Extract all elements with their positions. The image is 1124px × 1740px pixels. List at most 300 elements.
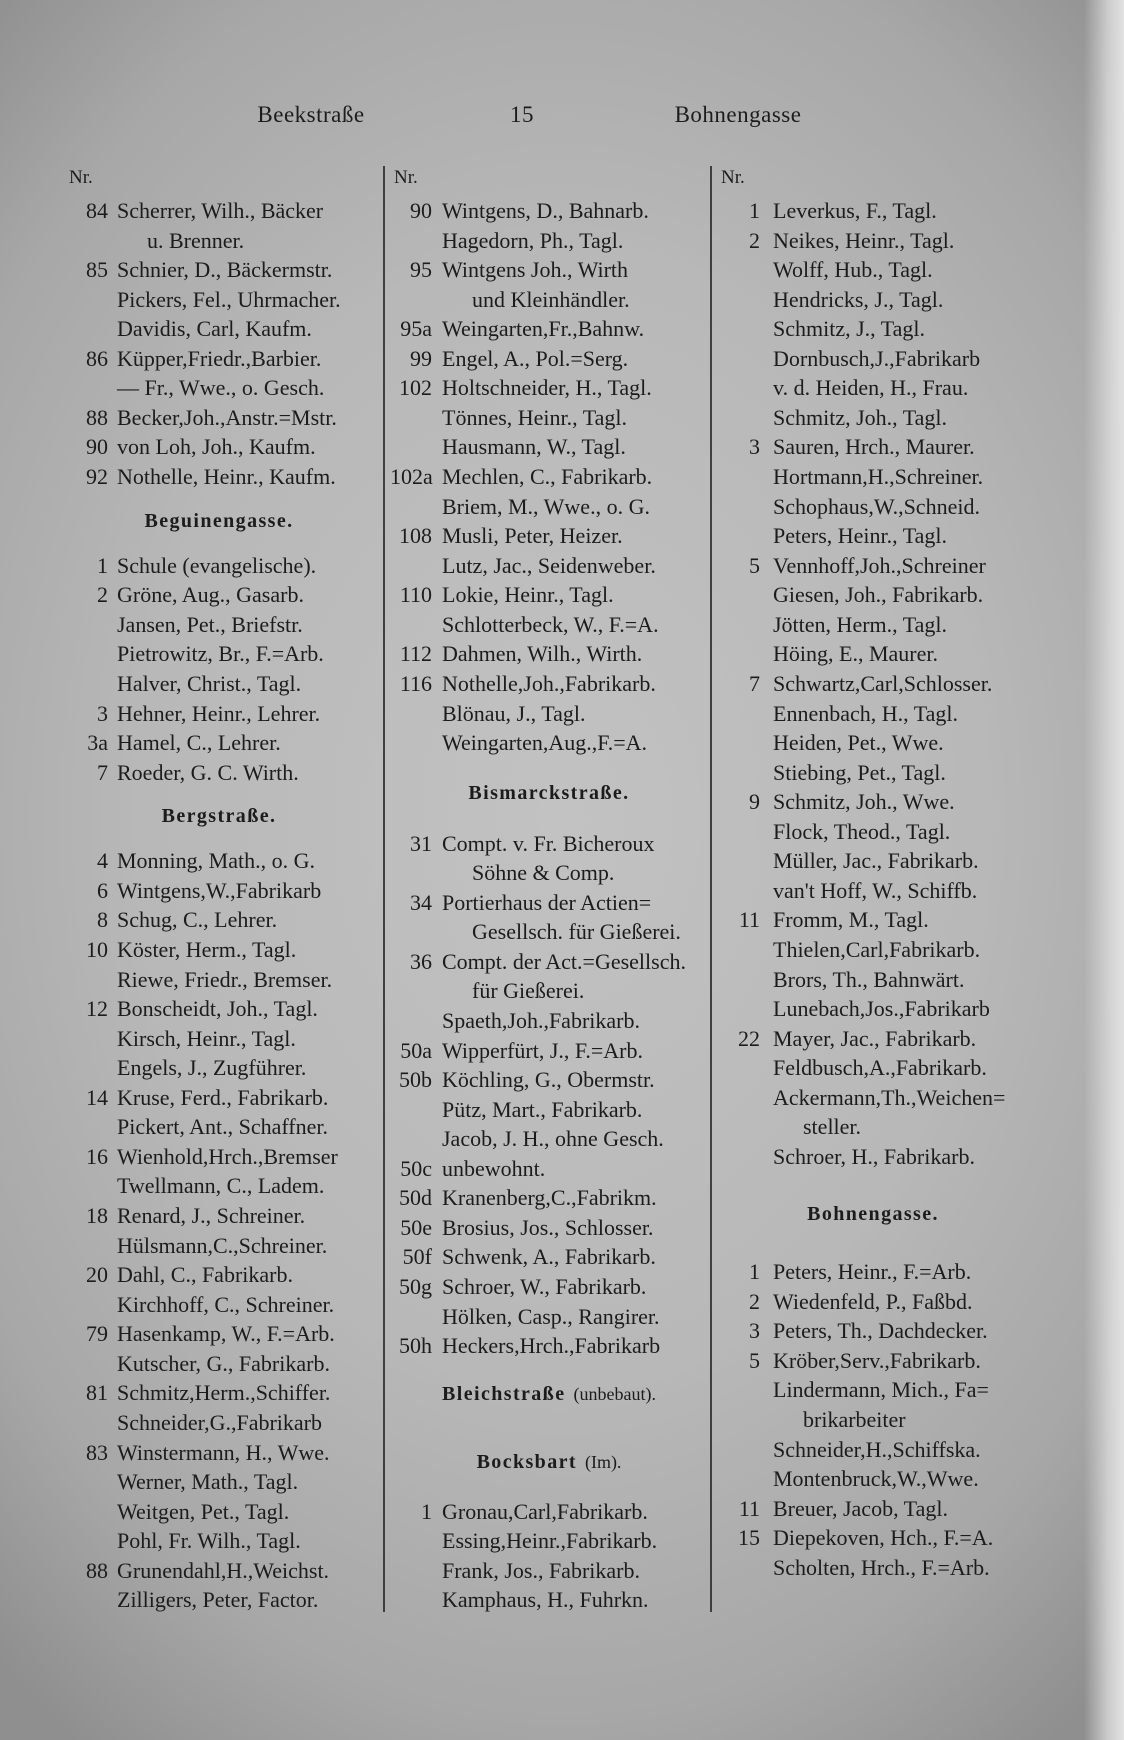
resident-entry: Compt. der Act.=Gesellsch. [442,948,686,974]
resident-entry: Höing, E., Maurer. [773,641,938,667]
directory-line [60,728,378,758]
directory-line [60,1408,378,1438]
resident-entry: Wintgens, D., Bahnarb. [442,198,649,223]
resident-entry: Montenbruck,W.,Wwe. [773,1466,979,1492]
directory-line [390,403,708,433]
resident-entry-continuation: und Kleinhändler. [472,286,630,312]
house-number: 11 [738,907,760,933]
resident-entry: Schneider,G.,Fabrikarb [117,1409,323,1435]
resident-entry: Kranenberg,C.,Fabrikm. [442,1185,657,1211]
house-number: 16 [86,1143,108,1169]
house-number: 31 [410,830,432,856]
directory-line [716,314,1030,344]
directory-line [716,344,1030,374]
resident-entry: Schneider,H.,Schiffska. [773,1436,981,1462]
resident-entry: Riewe, Friedr., Bremser. [117,966,333,992]
directory-line [60,196,378,226]
house-number: 50f [402,1244,432,1270]
running-head-right: Bohnengasse [674,102,802,127]
resident-entry-continuation: Söhne & Comp. [472,860,615,886]
resident-entry: Pietrowitz, Br., F.=Arb. [117,641,324,667]
house-number: 12 [86,996,108,1022]
directory-line [60,1171,378,1201]
resident-entry: Sauren, Hrch., Maurer. [773,434,975,460]
house-number: 3 [749,434,760,460]
resident-entry: Pohl, Fr. Wilh., Tagl. [117,1528,301,1554]
directory-line [60,1112,378,1142]
column-divider-1 [383,166,385,1612]
directory-line [390,1526,708,1556]
house-number: 112 [399,641,432,667]
directory-line [390,285,708,315]
resident-entry: Schule (evangelische). [117,552,317,578]
directory-line [716,817,1030,847]
street-heading-block [390,1429,708,1497]
directory-line [60,1319,378,1349]
resident-entry: Tönnes, Heinr., Tagl. [442,404,628,430]
directory-line [716,994,1030,1024]
resident-entry: Werner, Math., Tagl. [117,1469,299,1495]
directory-line [390,699,708,729]
resident-entry: Musli, Peter, Heizer. [442,523,623,549]
directory-line [390,669,708,699]
resident-entry: Halver, Christ., Tagl. [117,670,302,696]
resident-entry: Weingarten,Aug.,F.=A. [442,730,648,756]
house-number: 7 [97,759,108,785]
resident-entry: Ennenbach, H., Tagl. [773,700,959,726]
resident-entry: Wienhold,Hrch.,Bremser [117,1143,338,1169]
resident-entry: Wolff, Hub., Tagl. [773,257,933,283]
house-number: 2 [97,582,108,608]
directory-line [60,462,378,492]
house-number: 88 [86,1557,108,1583]
directory-line [390,1585,708,1615]
resident-entry: Brosius, Jos., Schlosser. [442,1214,654,1240]
directory-line [716,728,1030,758]
resident-entry: Winstermann, H., Wwe. [117,1439,330,1465]
resident-entry: Schophaus,W.,Schneid. [773,493,980,519]
directory-line [716,1316,1030,1346]
house-number: 95a [400,316,432,342]
house-number: 92 [86,464,108,490]
directory-line [716,935,1030,965]
resident-entry: Jansen, Pet., Briefstr. [117,611,303,637]
directory-line [716,373,1030,403]
house-number: 50a [400,1037,432,1063]
resident-entry-continuation: steller. [803,1114,862,1140]
street-heading-note: (unbebaut). [573,1384,656,1405]
directory-line [716,1494,1030,1524]
house-number: 20 [86,1262,108,1288]
street-heading: Bohnengasse. [807,1202,939,1225]
house-number: 86 [86,345,108,371]
house-number: 1 [749,1259,760,1285]
resident-entry: Hamel, C., Lehrer. [117,730,281,756]
resident-entry: Heckers,Hrch.,Fabrikarb [442,1333,661,1359]
house-number: 81 [86,1380,108,1406]
directory-line [60,994,378,1024]
directory-line [60,639,378,669]
directory-line [716,1464,1030,1494]
house-number: 9 [749,789,760,815]
directory-line [716,521,1030,551]
resident-entry: Heiden, Pet., Wwe. [773,730,944,756]
house-number: 99 [410,345,432,371]
resident-entry: Köchling, G., Obermstr. [442,1067,655,1093]
resident-entry: Nothelle,Joh.,Fabrikarb. [442,670,656,696]
house-number: 5 [749,552,760,578]
house-number: 5 [749,1347,760,1373]
resident-entry: Essing,Heinr.,Fabrikarb. [442,1528,658,1554]
directory-line [390,1154,708,1184]
directory-line [390,255,708,285]
running-head-left: Beekstraße [257,102,365,127]
resident-entry: Becker,Joh.,Anstr.=Mstr. [117,404,337,430]
house-number: 1 [97,552,108,578]
directory-line [60,1231,378,1261]
resident-entry: Vennhoff,Joh.,Schreiner [773,552,986,578]
directory-line [60,1438,378,1468]
house-number: 18 [86,1203,108,1229]
resident-entry: Schug, C., Lehrer. [117,907,278,933]
directory-line [60,1467,378,1497]
directory-line [390,888,708,918]
house-number: 2 [749,227,760,253]
directory-line [390,1095,708,1125]
directory-line [716,1024,1030,1054]
house-number: 108 [399,523,432,549]
street-heading-block [60,492,378,551]
directory-line [716,462,1030,492]
street-heading-note: (Im). [584,1452,622,1473]
street-heading-block [60,787,378,846]
resident-entry: Thielen,Carl,Fabrikarb. [773,937,981,962]
resident-entry: Schmitz,Herm.,Schiffer. [117,1380,331,1406]
resident-entry: v. d. Heiden, H., Frau. [773,375,969,401]
house-number: 90 [410,198,432,223]
directory-line [60,373,378,403]
resident-entry: Hagedorn, Ph., Tagl. [442,227,624,253]
directory-line [390,610,708,640]
directory-line [390,1124,708,1154]
resident-entry: Lunebach,Jos.,Fabrikarb [773,996,990,1022]
resident-entry: Leverkus, F., Tagl. [773,198,937,223]
directory-line [60,551,378,581]
resident-entry: Portierhaus der Actien= [442,889,652,915]
house-number: 110 [399,582,432,608]
resident-entry: Wiedenfeld, P., Faßbd. [773,1288,973,1314]
resident-entry: Lindermann, Mich., Fa= [773,1377,989,1403]
resident-entry: Schwenk, A., Fabrikarb. [442,1244,656,1270]
resident-entry: Schroer, H., Fabrikarb. [773,1143,975,1169]
directory-line [716,905,1030,935]
directory-line [716,285,1030,315]
directory-line [390,1242,708,1272]
directory-line [390,314,708,344]
resident-entry-continuation: Gesellsch. für Gießerei. [472,919,681,945]
resident-entry: Flock, Theod., Tagl. [773,818,951,844]
resident-entry: Engels, J., Zugführer. [117,1055,307,1081]
house-number: 36 [410,948,432,974]
directory-line [60,846,378,876]
house-number: 2 [749,1288,760,1314]
resident-entry: Weitgen, Pet., Tagl. [117,1498,290,1524]
house-number: 50b [399,1067,432,1093]
resident-entry: Hendricks, J., Tagl. [773,286,944,312]
house-number: 22 [738,1025,760,1051]
resident-entry: — Fr., Wwe., o. Gesch. [117,375,325,401]
resident-entry: Schnier, D., Bäckermstr. [117,257,333,283]
number-column-label: Nr. [394,167,418,188]
directory-line [716,1553,1030,1583]
directory-line [390,1302,708,1332]
resident-entry: von Loh, Joh., Kaufm. [117,434,316,460]
directory-line [390,1556,708,1586]
house-number: 50h [399,1333,432,1359]
street-heading-block [390,1361,708,1429]
resident-entry: Mayer, Jac., Fabrikarb. [773,1025,977,1051]
house-number: 34 [410,889,432,915]
resident-entry: Dahl, C., Fabrikarb. [117,1262,293,1288]
directory-line [390,1272,708,1302]
house-number: 50g [399,1273,432,1299]
directory-line [390,373,708,403]
directory-line [716,580,1030,610]
resident-entry: Engel, A., Pol.=Serg. [442,345,629,371]
resident-entry: unbewohnt. [442,1155,546,1181]
resident-entry: Peters, Th., Dachdecker. [773,1318,988,1344]
house-number: 4 [97,848,108,874]
directory-line [716,1142,1030,1172]
house-number: 10 [86,937,108,962]
street-heading: Beguinengasse. [144,509,294,532]
directory-line [60,1142,378,1172]
directory-line [60,314,378,344]
directory-line [60,1556,378,1586]
house-number: 1 [749,198,760,223]
directory-line [716,1287,1030,1317]
resident-entry: Peters, Heinr., Tagl. [773,523,948,549]
directory-line [60,285,378,315]
resident-entry: Kutscher, G., Fabrikarb. [117,1350,330,1376]
directory-line [716,669,1030,699]
house-number: 83 [86,1439,108,1465]
directory-line [390,521,708,551]
directory-line [390,829,708,859]
resident-entry: Wipperfürt, J., F.=Arb. [442,1037,644,1063]
resident-entry: Kruse, Ferd., Fabrikarb. [117,1084,329,1110]
directory-line [390,639,708,669]
resident-entry: Hausmann, W., Tagl. [442,434,626,460]
directory-line [716,1346,1030,1376]
house-number: 85 [86,257,108,283]
house-number: 102a [390,464,433,490]
house-number: 3 [97,700,108,726]
directory-line [716,639,1030,669]
directory-line [390,196,708,226]
resident-entry: Gröne, Aug., Gasarb. [117,582,304,608]
directory-line [716,610,1030,640]
house-number: 1 [421,1498,432,1524]
directory-line [716,1257,1030,1287]
directory-line [60,1053,378,1083]
resident-entry: Kröber,Serv.,Fabrikarb. [773,1347,981,1373]
house-number: 116 [399,670,432,696]
resident-entry-continuation: u. Brenner. [147,227,245,253]
directory-line [390,1036,708,1066]
directory-line [716,196,1030,226]
page-edge [1084,0,1124,1740]
directory-line [60,669,378,699]
house-number: 6 [97,877,108,903]
house-number: 8 [97,907,108,933]
directory-line [60,699,378,729]
resident-entry: Schwartz,Carl,Schlosser. [773,670,993,696]
resident-entry: Grunendahl,H.,Weichst. [117,1557,330,1583]
resident-entry: Nothelle, Heinr., Kaufm. [117,464,336,490]
resident-entry: Hülsmann,C.,Schreiner. [117,1232,328,1258]
resident-entry: Hortmann,H.,Schreiner. [773,464,984,490]
resident-entry: Jacob, J. H., ohne Gesch. [442,1126,664,1152]
resident-entry: Wintgens,W.,Fabrikarb [117,877,322,903]
resident-entry: Compt. v. Fr. Bicheroux [442,830,655,856]
house-number: 7 [749,670,760,696]
directory-line [60,580,378,610]
resident-entry: Twellmann, C., Ladem. [117,1173,325,1199]
resident-entry: Schlotterbeck, W., F.=A. [442,611,659,637]
page-number: 15 [510,102,534,127]
resident-entry: Brors, Th., Bahnwärt. [773,966,965,992]
street-heading: Bocksbart [476,1451,577,1474]
directory-line [60,255,378,285]
resident-entry: Schroer, W., Fabrikarb. [442,1273,647,1299]
number-column-label: Nr. [721,167,745,188]
resident-entry: Briem, M., Wwe., o. G. [442,493,650,519]
resident-entry: Jötten, Herm., Tagl. [773,611,948,637]
directory-line [390,432,708,462]
directory-line [60,1024,378,1054]
directory-line [716,1112,1030,1142]
resident-entry: Kirchhoff, C., Schreiner. [117,1291,335,1317]
resident-entry: Hehner, Heinr., Lehrer. [117,700,321,726]
street-heading: Bleichstraße [442,1383,566,1406]
resident-entry: Dahmen, Wilh., Wirth. [442,641,643,667]
resident-entry: Feldbusch,A.,Fabrikarb. [773,1055,987,1081]
resident-entry: Hölken, Casp., Rangirer. [442,1303,660,1329]
resident-entry: Pütz, Mart., Fabrikarb. [442,1096,643,1122]
directory-line [716,1435,1030,1465]
resident-entry: Schmitz, Joh., Tagl. [773,404,948,430]
directory-line [60,1497,378,1527]
directory-line [390,917,708,947]
resident-entry: Scherrer, Wilh., Bäcker [117,198,324,223]
resident-entry: Köster, Herm., Tagl. [117,937,297,962]
directory-line [60,1290,378,1320]
resident-entry: Fromm, M., Tagl. [773,907,929,933]
directory-line [60,1260,378,1290]
directory-line [716,551,1030,581]
resident-entry: Küpper,Friedr.,Barbier. [117,345,322,371]
resident-entry: Monning, Math., o. G. [117,848,315,874]
directory-line [390,1006,708,1036]
directory-line [390,551,708,581]
directory-line [60,226,378,256]
resident-entry: Bonscheidt, Joh., Tagl. [117,996,318,1022]
resident-entry: Schmitz, J., Tagl. [773,316,926,342]
resident-entry: Dornbusch,J.,Fabrikarb [773,345,981,371]
column-2 [390,0,708,1740]
directory-line [390,947,708,977]
resident-entry: Pickers, Fel., Uhrmacher. [117,286,341,312]
directory-line [390,462,708,492]
resident-entry: Kirsch, Heinr., Tagl. [117,1025,296,1051]
resident-entry: Zilligers, Peter, Factor. [117,1587,319,1613]
house-number: 3 [749,1318,760,1344]
directory-line [716,403,1030,433]
resident-entry: Diepekoven, Hch., F.=A. [773,1525,994,1551]
resident-entry: Davidis, Carl, Kaufm. [117,316,312,342]
resident-entry: Stiebing, Pet., Tagl. [773,759,946,785]
column-3 [716,0,1030,1740]
directory-line [60,432,378,462]
street-heading: Bismarckstraße. [468,781,630,804]
resident-entry: Holtschneider, H., Tagl. [442,375,652,401]
house-number: 50d [399,1185,432,1211]
directory-line [716,255,1030,285]
resident-entry: van't Hoff, W., Schiffb. [773,877,978,903]
house-number: 84 [86,198,108,223]
resident-entry: Frank, Jos., Fabrikarb. [442,1557,640,1583]
resident-entry: Lokie, Heinr., Tagl. [442,582,614,608]
directory-line [390,580,708,610]
street-heading-block [390,758,708,829]
directory-line [60,758,378,788]
directory-line [60,610,378,640]
resident-entry: Wintgens Joh., Wirth [442,257,629,283]
house-number: 15 [738,1525,760,1551]
resident-entry: Schmitz, Joh., Wwe. [773,789,955,815]
directory-line [60,1083,378,1113]
directory-line [60,935,378,965]
column-divider-2 [710,166,712,1612]
resident-entry: Pickert, Ant., Schaffner. [117,1114,328,1140]
directory-line [390,1331,708,1361]
resident-entry: Mechlen, C., Fabrikarb. [442,464,653,490]
street-heading: Bergstraße. [161,805,277,828]
house-number: 50e [400,1214,432,1240]
resident-entry: Peters, Heinr., F.=Arb. [773,1259,972,1285]
directory-line [716,1523,1030,1553]
directory-line [390,492,708,522]
directory-line [390,1183,708,1213]
house-number: 11 [738,1495,760,1521]
resident-entry: Hasenkamp, W., F.=Arb. [117,1321,335,1347]
resident-entry: Gronau,Carl,Fabrikarb. [442,1498,648,1524]
directory-line [716,758,1030,788]
directory-line [390,1213,708,1243]
resident-entry: Roeder, G. C. Wirth. [117,759,299,785]
house-number: 95 [410,257,432,283]
directory-line [60,344,378,374]
directory-line [60,1201,378,1231]
number-column-label: Nr. [69,167,93,188]
directory-line [716,1405,1030,1435]
directory-line [390,344,708,374]
house-number: 79 [86,1321,108,1347]
directory-line [390,1497,708,1527]
directory-line [60,905,378,935]
directory-line [60,1526,378,1556]
